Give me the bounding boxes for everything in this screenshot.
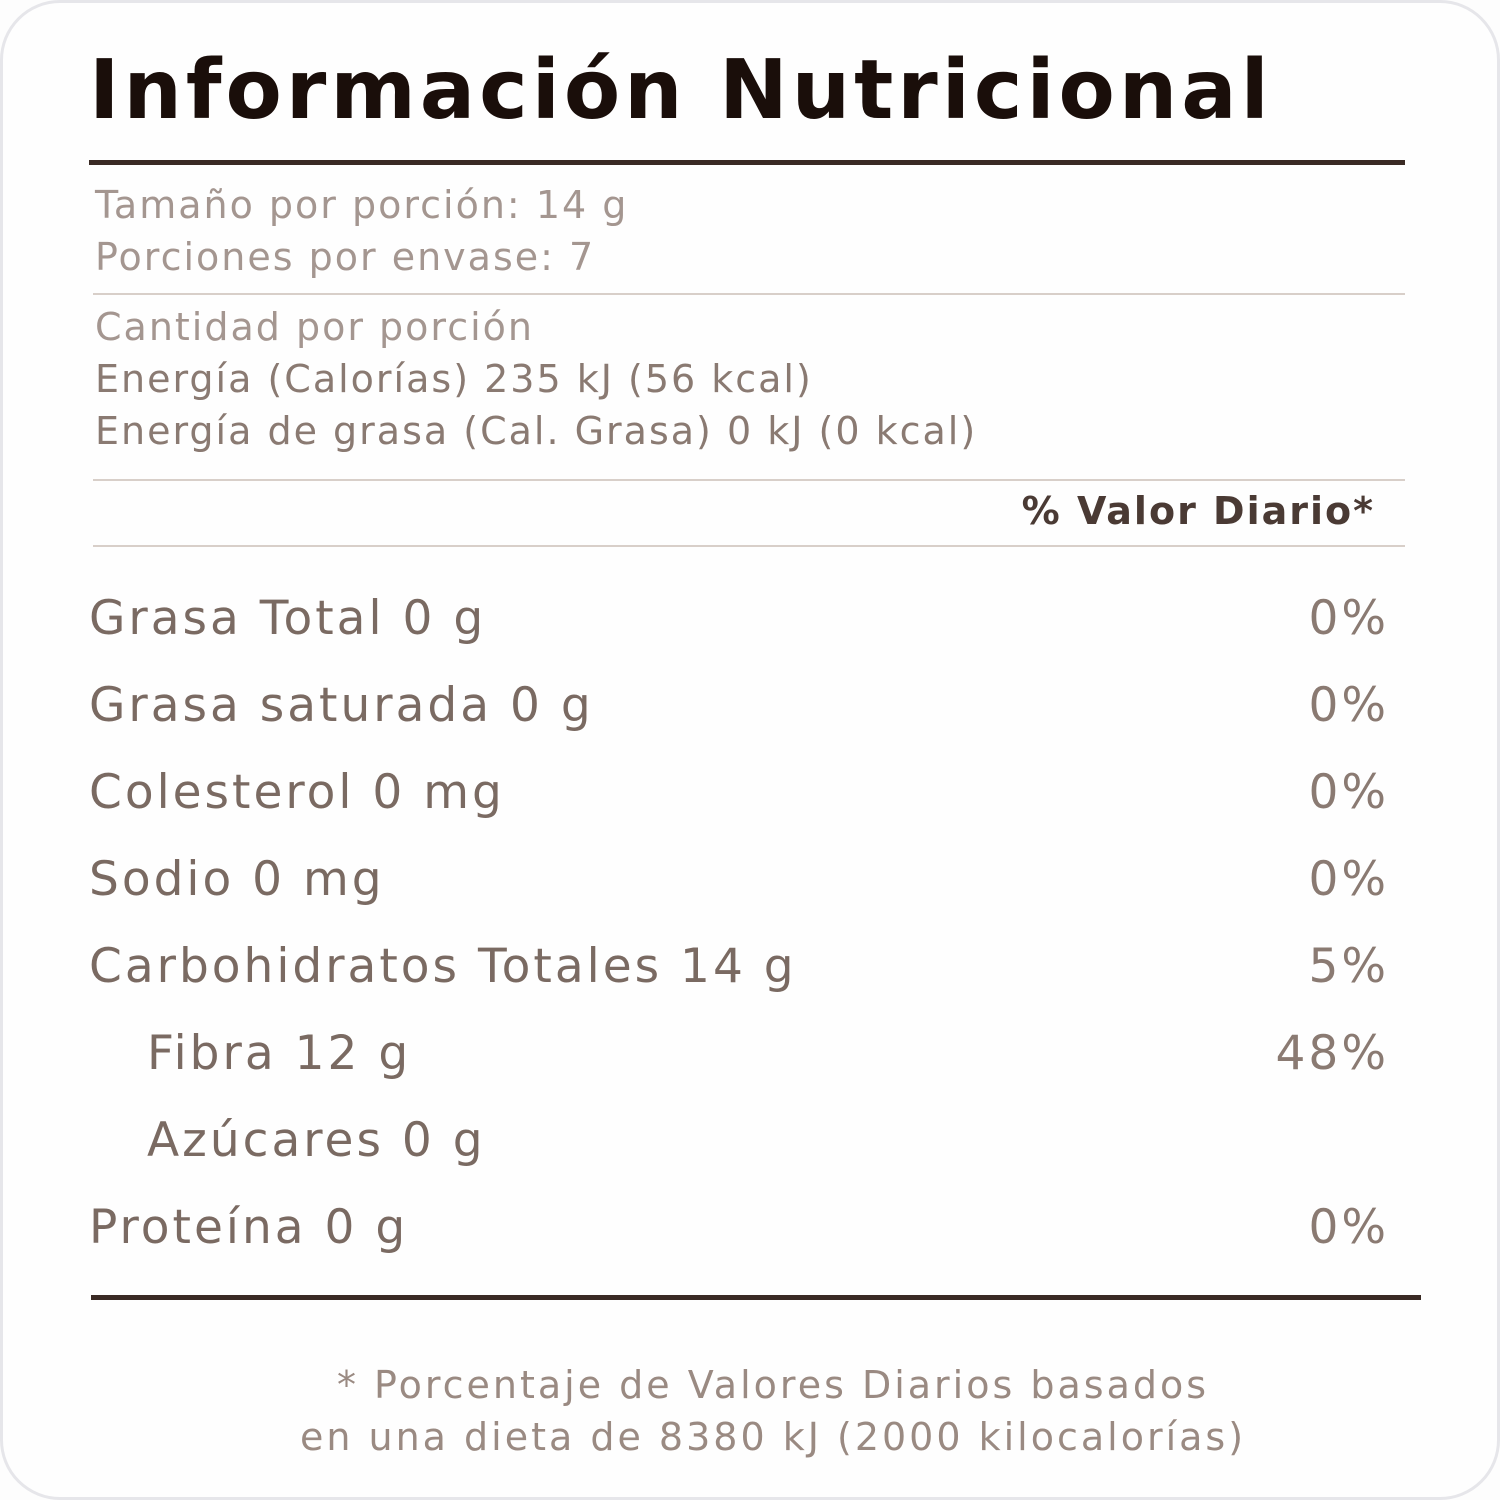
nutrient-name: Proteína 0 g [89, 1200, 409, 1255]
nutrient-daily-value: 0% [1308, 591, 1389, 646]
energy-calories: Energía (Calorías) 235 kJ (56 kcal) [95, 357, 813, 401]
nutrient-daily-value: 0% [1308, 852, 1389, 907]
nutrient-row-protein [89, 1200, 1389, 1270]
servings-per-container: Porciones por envase: 7 [95, 235, 596, 279]
nutrient-row-total-fat [89, 591, 1389, 661]
nutrient-name: Fibra 12 g [147, 1026, 412, 1081]
nutrients-bottom-divider [91, 1295, 1421, 1300]
nutrient-name: Grasa saturada 0 g [89, 678, 594, 733]
nutrient-name: Grasa Total 0 g [89, 591, 487, 646]
nutrient-row-cholesterol [89, 765, 1389, 835]
amount-divider [93, 479, 1405, 481]
footnote-line-2: en una dieta de 8380 kJ (2000 kilocalorías) [299, 1415, 1247, 1459]
nutrient-row-sodium [89, 852, 1389, 922]
nutrient-row-sugars [89, 1113, 1389, 1183]
energy-from-fat: Energía de grasa (Cal. Grasa) 0 kJ (0 kcal) [95, 409, 978, 453]
nutrient-row-total-carbohydrates [89, 939, 1389, 1009]
nutrient-daily-value: 0% [1308, 678, 1389, 733]
daily-value-divider [93, 545, 1405, 547]
nutrient-daily-value: 0% [1308, 1200, 1389, 1255]
nutrient-name: Sodio 0 mg [89, 852, 385, 907]
nutrient-daily-value: 5% [1308, 939, 1389, 994]
footnote-line-1: * Porcentaje de Valores Diarios basados [336, 1363, 1210, 1407]
daily-value-header: % Valor Diario* [1021, 489, 1375, 533]
label-title: Información Nutricional [89, 43, 1273, 138]
nutrient-name: Azúcares 0 g [147, 1113, 486, 1168]
title-divider [89, 160, 1405, 165]
amount-per-serving-header: Cantidad por porción [95, 305, 534, 349]
serving-size: Tamaño por porción: 14 g [95, 183, 629, 227]
serving-divider [93, 293, 1405, 295]
nutrient-daily-value: 0% [1308, 765, 1389, 820]
nutrient-daily-value: 48% [1275, 1026, 1389, 1081]
nutrient-name: Colesterol 0 mg [89, 765, 505, 820]
nutrient-name: Carbohidratos Totales 14 g [89, 939, 797, 994]
nutrient-row-fiber [89, 1026, 1389, 1096]
nutrient-row-saturated-fat [89, 678, 1389, 748]
